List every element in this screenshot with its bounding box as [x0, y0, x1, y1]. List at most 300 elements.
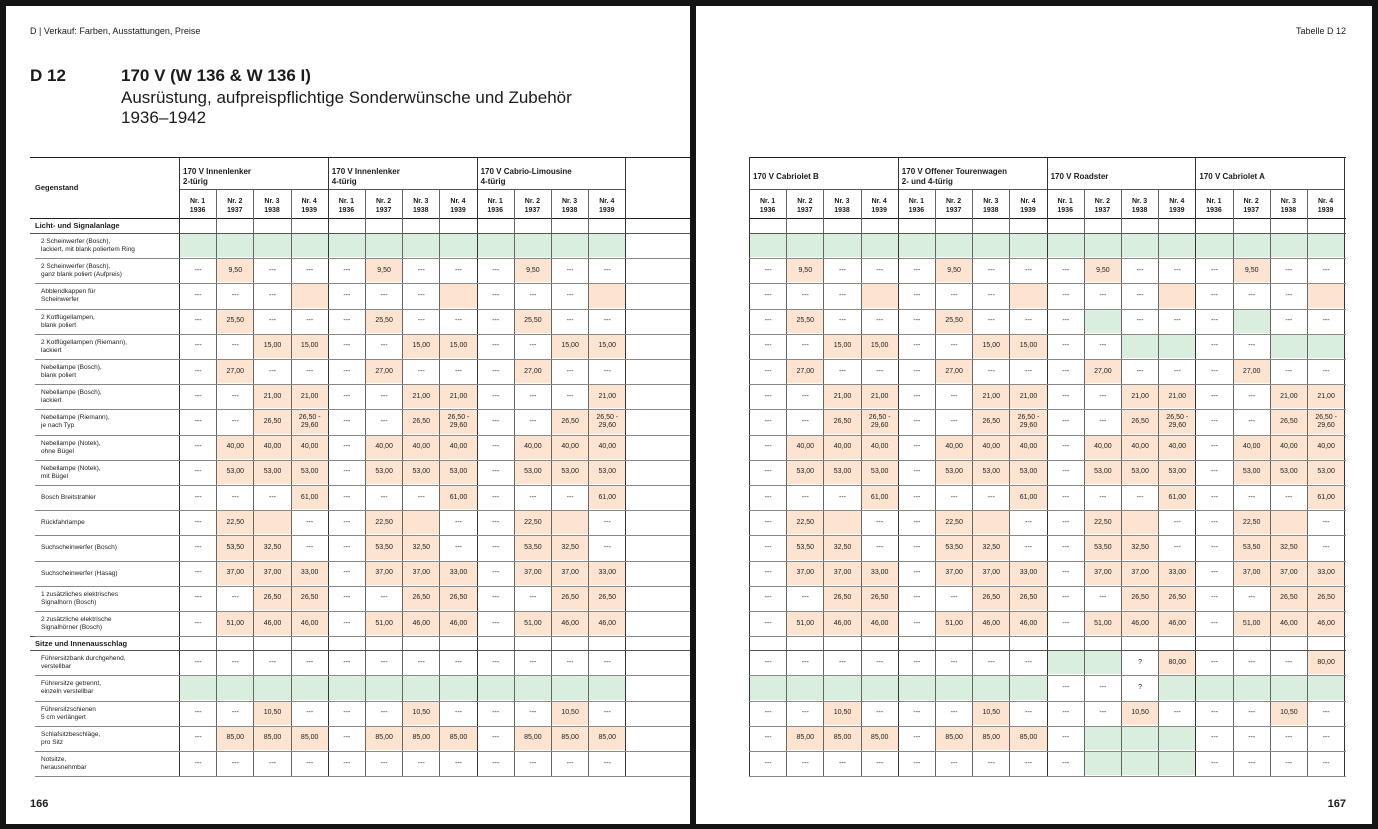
table-cell: ---: [343, 518, 351, 526]
table-cell: 53,50: [366, 536, 402, 559]
table-cell: ---: [231, 417, 239, 425]
group-header: 170 V Cabrio-Limousine 4-türig: [480, 167, 572, 186]
section-header: Sitze und Innenausschlag: [35, 639, 128, 649]
column-header: Nr. 2 1937: [226, 198, 243, 214]
table-cell: ---: [343, 594, 351, 602]
table-cell: 40,00: [292, 436, 328, 459]
table-cell: ---: [417, 658, 425, 666]
table-cell: 46,00: [552, 612, 588, 635]
table-cell: [552, 234, 588, 257]
table-cell: ---: [529, 658, 537, 666]
table-cell: 46,00: [1010, 612, 1046, 635]
table-cell: 26,50: [1271, 587, 1307, 610]
table-cell: 26,50: [824, 410, 860, 433]
table-cell: 26,50: [973, 410, 1009, 433]
table-cell: 53,00: [1085, 461, 1121, 484]
table-cell: ---: [454, 367, 462, 375]
table-cell: ---: [194, 417, 202, 425]
table-cell: 37,00: [787, 562, 823, 585]
table-cell: ---: [913, 392, 921, 400]
table-cell: ---: [417, 367, 425, 375]
table-cell: 85,00: [589, 727, 625, 750]
table-cell: ---: [566, 759, 574, 767]
table-cell: 21,00: [1308, 385, 1344, 408]
row-label: Führersitzschienen 5 cm verlängert: [41, 705, 96, 721]
table-cell: 40,00: [936, 436, 972, 459]
table-cell: 40,00: [589, 436, 625, 459]
table-cell: ---: [1210, 443, 1218, 451]
table-cell: ---: [343, 759, 351, 767]
table-cell: 85,00: [787, 727, 823, 750]
table-cell: ---: [343, 367, 351, 375]
table-cell: ---: [343, 342, 351, 350]
left-page: [6, 6, 690, 824]
table-cell: ---: [603, 658, 611, 666]
table-cell: ---: [603, 543, 611, 551]
table-cell: 53,50: [217, 536, 253, 559]
table-cell: 40,00: [403, 436, 439, 459]
table-cell: ?: [1138, 683, 1143, 691]
table-cell: 33,00: [292, 562, 328, 585]
table-cell: 61,00: [292, 486, 328, 509]
table-cell: 26,50: [1010, 587, 1046, 610]
row-rule: [35, 776, 690, 777]
table-cell: 85,00: [440, 727, 476, 750]
table-cell: ---: [194, 709, 202, 717]
table-cell: ---: [950, 493, 958, 501]
table-cell: ---: [913, 734, 921, 742]
table-cell: [440, 234, 476, 257]
table-cell: 9,50: [787, 259, 823, 282]
table-cell: ---: [801, 417, 809, 425]
column-header: Nr. 1 1936: [189, 198, 206, 214]
column-header: Nr. 1 1936: [487, 198, 503, 214]
table-cell: ---: [987, 493, 995, 501]
table-cell: 61,00: [1159, 486, 1195, 509]
table-cell: ---: [492, 569, 500, 577]
row-label: 2 Scheinwerfer (Bosch), ganz blank poliert (Aufpreis): [41, 263, 122, 279]
table-cell: ---: [1173, 518, 1181, 526]
table-cell: ---: [343, 291, 351, 299]
table-cell: ---: [417, 317, 425, 325]
table-cell: ---: [987, 291, 995, 299]
group-header: 170 V Cabriolet A: [1199, 172, 1265, 181]
table-cell: 53,00: [1010, 461, 1046, 484]
table-cell: ---: [1062, 569, 1070, 577]
table-cell: ---: [492, 709, 500, 717]
table-cell: 53,00: [1271, 461, 1307, 484]
table-cell: 25,50: [515, 310, 551, 333]
table-cell: ---: [913, 291, 921, 299]
table-cell: ---: [194, 543, 202, 551]
table-cell: ---: [1062, 342, 1070, 350]
table-cell: ---: [1173, 317, 1181, 325]
table-cell: ---: [1210, 594, 1218, 602]
table-cell: ---: [492, 392, 500, 400]
table-cell: ---: [1062, 266, 1070, 274]
table-cell: ---: [913, 417, 921, 425]
table-cell: ---: [194, 291, 202, 299]
table-cell: 9,50: [936, 259, 972, 282]
table-cell: ---: [268, 317, 276, 325]
table-cell: 22,50: [1085, 511, 1121, 534]
table-cell: 37,00: [1085, 562, 1121, 585]
table-cell: ---: [566, 493, 574, 501]
table-cell: 51,00: [366, 612, 402, 635]
table-cell: ---: [876, 367, 884, 375]
table-cell: 53,50: [1085, 536, 1121, 559]
table-cell: 21,00: [292, 385, 328, 408]
table-cell: 46,00: [824, 612, 860, 635]
table-cell: 53,50: [515, 536, 551, 559]
table-cell: ---: [1173, 709, 1181, 717]
table-cell: ---: [1099, 493, 1107, 501]
table-cell: [552, 676, 588, 699]
table-cell: [824, 234, 860, 257]
page-title: 170 V (W 136 & W 136 I): [121, 66, 311, 85]
table-cell: ---: [1210, 367, 1218, 375]
table-cell: 53,00: [1308, 461, 1344, 484]
table-cell: 37,00: [973, 562, 1009, 585]
table-cell: 37,00: [403, 562, 439, 585]
table-cell: 37,00: [1122, 562, 1158, 585]
row-label: Nebellampe (Notek), mit Bügel: [41, 464, 101, 480]
table-cell: ---: [876, 317, 884, 325]
table-cell: 22,50: [936, 511, 972, 534]
table-cell: 53,00: [552, 461, 588, 484]
table-cell: [440, 284, 476, 307]
table-cell: 27,00: [936, 360, 972, 383]
table-cell: 15,00: [440, 335, 476, 358]
row-label: Führersitze getrennt, einzeln verstellbar: [41, 680, 101, 696]
table-cell: ---: [838, 493, 846, 501]
table-cell: ---: [603, 518, 611, 526]
table-cell: 40,00: [254, 436, 290, 459]
table-cell: ---: [1173, 543, 1181, 551]
table-cell: ---: [1099, 392, 1107, 400]
table-cell: ---: [1248, 392, 1256, 400]
table-cell: 22,50: [1234, 511, 1270, 534]
table-cell: ---: [1322, 759, 1330, 767]
table-cell: 26,50 - 29,60: [292, 410, 328, 433]
table-cell: ---: [268, 759, 276, 767]
table-cell: ---: [492, 518, 500, 526]
table-cell: 27,00: [1085, 360, 1121, 383]
table-cell: 51,00: [1085, 612, 1121, 635]
table-cell: [973, 511, 1009, 534]
table-cell: ---: [380, 417, 388, 425]
table-cell: ---: [268, 658, 276, 666]
table-cell: ---: [454, 709, 462, 717]
table-cell: [1308, 284, 1344, 307]
table-cell: 37,00: [1234, 562, 1270, 585]
table-cell: ---: [1136, 291, 1144, 299]
table-cell: 32,50: [973, 536, 1009, 559]
column-header: Nr. 4 1939: [1168, 198, 1185, 214]
table-cell: 40,00: [824, 436, 860, 459]
table-cell: ---: [1024, 709, 1032, 717]
table-cell: ---: [1285, 759, 1293, 767]
table-cell: ---: [1062, 683, 1070, 691]
table-cell: 33,00: [440, 562, 476, 585]
table-cell: 33,00: [1308, 562, 1344, 585]
table-cell: ---: [417, 291, 425, 299]
table-cell: ---: [1062, 392, 1070, 400]
table-cell: [254, 676, 290, 699]
table-cell: ---: [343, 619, 351, 627]
table-cell: ---: [764, 443, 772, 451]
table-cell: ---: [492, 594, 500, 602]
group-header: 170 V Offener Tourenwagen 2- und 4-türig: [901, 167, 1008, 186]
table-cell: ---: [1210, 569, 1218, 577]
table-cell: ---: [876, 518, 884, 526]
table-cell: ---: [529, 759, 537, 767]
table-cell: ---: [306, 658, 314, 666]
table-cell: ---: [529, 709, 537, 717]
table-cell: [589, 676, 625, 699]
table-cell: ---: [268, 291, 276, 299]
table-cell: ---: [913, 367, 921, 375]
table-cell: ---: [268, 493, 276, 501]
table-cell: 15,00: [254, 335, 290, 358]
table-cell: ---: [1285, 367, 1293, 375]
table-cell: ---: [987, 658, 995, 666]
table-cell: ---: [801, 392, 809, 400]
column-header: Nr. 3 1938: [982, 198, 999, 214]
row-label: Notsitze, herausnehmbar: [41, 756, 87, 771]
page-number-right: 167: [1327, 798, 1346, 810]
table-cell: 25,50: [936, 310, 972, 333]
table-cell: [1196, 676, 1232, 699]
table-cell: ---: [1210, 266, 1218, 274]
table-cell: 53,00: [515, 461, 551, 484]
table-cell: ---: [1322, 518, 1330, 526]
group-header: 170 V Innenlenker 2-türig: [183, 167, 252, 186]
row-label: Suchscheinwerfer (Hasag): [41, 569, 118, 577]
table-cell: 53,50: [1234, 536, 1270, 559]
table-cell: [217, 676, 253, 699]
table-cell: 27,00: [515, 360, 551, 383]
table-cell: ---: [1062, 468, 1070, 476]
table-cell: [1048, 651, 1084, 674]
table-cell: ---: [1210, 291, 1218, 299]
table-cell: 32,50: [1271, 536, 1307, 559]
row-rule: [749, 776, 1346, 777]
table-cell: ---: [764, 291, 772, 299]
table-cell: 37,00: [1271, 562, 1307, 585]
table-cell: ---: [764, 594, 772, 602]
table-cell: 53,50: [936, 536, 972, 559]
column-header: Nr. 2 1937: [375, 198, 392, 214]
table-cell: 21,00: [973, 385, 1009, 408]
table-cell: 46,00: [440, 612, 476, 635]
table-cell: 40,00: [1234, 436, 1270, 459]
table-cell: 27,00: [366, 360, 402, 383]
table-cell: ---: [1285, 734, 1293, 742]
table-cell: 85,00: [552, 727, 588, 750]
column-header: Nr. 3 1938: [561, 198, 578, 214]
table-cell: 26,50 - 29,60: [440, 410, 476, 433]
table-cell: 85,00: [403, 727, 439, 750]
table-cell: 32,50: [254, 536, 290, 559]
table-cell: 10,50: [254, 702, 290, 725]
table-cell: [403, 234, 439, 257]
table-cell: 9,50: [1234, 259, 1270, 282]
table-cell: 46,00: [589, 612, 625, 635]
table-cell: 26,50: [254, 410, 290, 433]
table-cell: 10,50: [1271, 702, 1307, 725]
table-cell: 26,50: [254, 587, 290, 610]
table-cell: 53,50: [787, 536, 823, 559]
table-cell: 15,00: [862, 335, 898, 358]
table-cell: ---: [764, 734, 772, 742]
table-cell: ---: [194, 619, 202, 627]
table-cell: 53,00: [1122, 461, 1158, 484]
table-cell: 85,00: [862, 727, 898, 750]
page-subtitle: Ausrüstung, aufpreispflichtige Sonderwünsche und Zubehör: [121, 88, 572, 107]
table-cell: ---: [194, 594, 202, 602]
table-cell: 53,00: [292, 461, 328, 484]
table-cell: ---: [1285, 291, 1293, 299]
table-cell: ---: [603, 367, 611, 375]
row-label: 1 zusätzliches elektrisches Signalhorn (Bosch): [41, 590, 118, 606]
table-cell: ---: [566, 367, 574, 375]
table-cell: 33,00: [862, 562, 898, 585]
table-cell: ---: [838, 658, 846, 666]
group-header: 170 V Innenlenker 4-türig: [331, 167, 400, 186]
table-cell: 51,00: [936, 612, 972, 635]
table-cell: [292, 234, 328, 257]
table-cell: 46,00: [1271, 612, 1307, 635]
table-cell: [292, 676, 328, 699]
table-cell: ---: [1210, 759, 1218, 767]
table-cell: 32,50: [552, 536, 588, 559]
table-cell: ---: [231, 594, 239, 602]
table-cell: ---: [194, 569, 202, 577]
row-label: Suchscheinwerfer (Bosch): [41, 544, 117, 552]
table-cell: ---: [801, 709, 809, 717]
table-cell: ---: [913, 342, 921, 350]
table-cell: [589, 234, 625, 257]
table-cell: ---: [1210, 734, 1218, 742]
page-years: 1936–1942: [121, 108, 207, 127]
table-cell: ---: [913, 266, 921, 274]
table-cell: ---: [1099, 417, 1107, 425]
table-cell: ---: [566, 392, 574, 400]
table-cell: [403, 511, 439, 534]
table-cell: ---: [603, 266, 611, 274]
table-cell: ---: [1062, 367, 1070, 375]
table-cell: ---: [1210, 317, 1218, 325]
table-cell: ---: [417, 493, 425, 501]
table-cell: ---: [417, 759, 425, 767]
row-rule: [749, 636, 1346, 637]
table-cell: 26,50: [440, 587, 476, 610]
table-cell: ---: [454, 543, 462, 551]
table-cell: [1122, 727, 1158, 750]
column-header: Nr. 1 1936: [759, 198, 776, 214]
table-cell: ---: [1062, 317, 1070, 325]
table-cell: ---: [764, 266, 772, 274]
table-cell: 21,00: [403, 385, 439, 408]
table-cell: ---: [764, 709, 772, 717]
table-cell: ---: [838, 266, 846, 274]
table-cell: ---: [380, 759, 388, 767]
group-header: 170 V Roadster: [1050, 172, 1109, 181]
table-cell: 61,00: [440, 486, 476, 509]
table-cell: [366, 234, 402, 257]
table-cell: [292, 284, 328, 307]
table-cell: ---: [1099, 683, 1107, 691]
table-cell: 26,50: [552, 587, 588, 610]
table-cell: ---: [950, 658, 958, 666]
table-cell: 80,00: [1308, 651, 1344, 674]
table-cell: [936, 234, 972, 257]
column-header: Nr. 4 1939: [301, 198, 317, 214]
table-cell: ---: [1062, 493, 1070, 501]
table-cell: ---: [1062, 417, 1070, 425]
table-cell: [1159, 335, 1195, 358]
table-cell: ---: [492, 543, 500, 551]
table-cell: ---: [801, 342, 809, 350]
table-cell: 85,00: [936, 727, 972, 750]
table-cell: ---: [231, 759, 239, 767]
table-cell: 85,00: [217, 727, 253, 750]
table-cell: ---: [529, 417, 537, 425]
table-cell: 37,00: [552, 562, 588, 585]
table-cell: 21,00: [1010, 385, 1046, 408]
table-cell: ---: [380, 658, 388, 666]
table-cell: ---: [876, 709, 884, 717]
table-cell: [1010, 676, 1046, 699]
table-cell: [862, 284, 898, 307]
table-cell: ---: [764, 543, 772, 551]
table-cell: 46,00: [973, 612, 1009, 635]
table-cell: 22,50: [217, 511, 253, 534]
table-cell: ---: [1285, 317, 1293, 325]
table-cell: ---: [1024, 317, 1032, 325]
table-cell: ---: [1322, 734, 1330, 742]
table-cell: 85,00: [1010, 727, 1046, 750]
table-cell: 40,00: [552, 436, 588, 459]
table-cell: ---: [1248, 709, 1256, 717]
table-cell: ---: [764, 619, 772, 627]
table-cell: ---: [950, 291, 958, 299]
table-cell: ---: [764, 417, 772, 425]
table-cell: 26,50: [1308, 587, 1344, 610]
table-cell: 40,00: [862, 436, 898, 459]
table-cell: [899, 234, 935, 257]
table-cell: ---: [764, 518, 772, 526]
table-cell: [750, 676, 786, 699]
table-cell: 15,00: [1010, 335, 1046, 358]
table-cell: 26,50: [1159, 587, 1195, 610]
table-cell: ---: [231, 709, 239, 717]
rule-body: [30, 218, 690, 219]
table-cell: 26,50: [1271, 410, 1307, 433]
table-cell: 51,00: [515, 612, 551, 635]
table-cell: [1159, 284, 1195, 307]
row-label: 2 Scheinwerfer (Bosch), lackiert, mit blank poliertem Ring: [41, 238, 135, 253]
table-cell: ---: [306, 543, 314, 551]
group-header: 170 V Cabriolet B: [753, 172, 819, 181]
table-cell: 10,50: [403, 702, 439, 725]
table-cell: ---: [913, 493, 921, 501]
table-cell: ---: [343, 493, 351, 501]
table-cell: 26,50: [589, 587, 625, 610]
table-cell: ---: [492, 367, 500, 375]
table-cell: 21,00: [589, 385, 625, 408]
